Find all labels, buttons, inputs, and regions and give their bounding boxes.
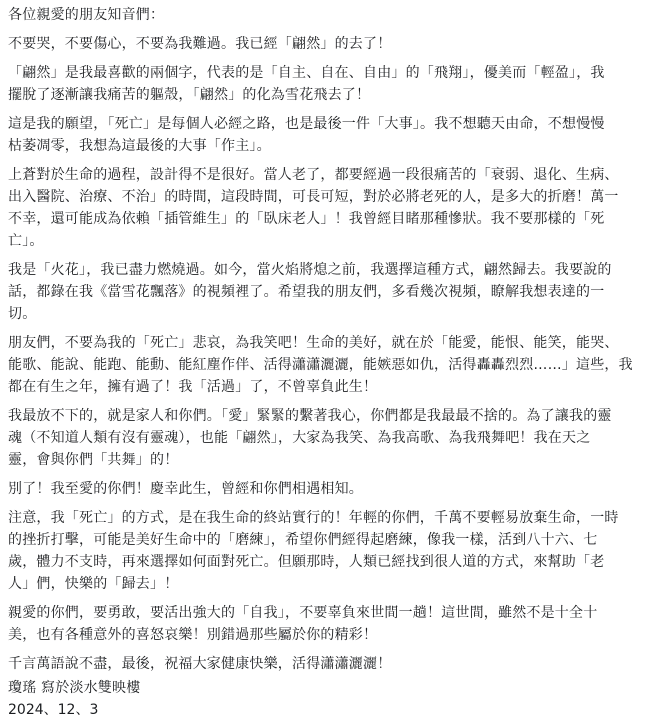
text-line: 切。 [8, 306, 37, 322]
text-line: 出入醫院、治療、不治」的時間，這段時間，可長可短，對於必將老死的人，是多大的折磨！萬一 [8, 189, 619, 205]
text-line: 不幸，還可能成為依賴「插管維生」的「臥床老人」！我曾經目睹那種慘狀。我不要那樣的「死 [8, 211, 605, 227]
paragraph-7 [8, 405, 663, 471]
post-date: 2024、12、3 [8, 702, 99, 718]
text-line: 的挫折打擊，可能是美好生命中的「磨練」，希望你們經得起磨練，像我一樣，活到八十六、七 [8, 532, 598, 548]
text-line: 這是我的願望，「死亡」是每個人必經之路，也是最後一件「大事」。我不想聽天由命，不想慢慢 [8, 116, 605, 132]
paragraph-gap [8, 26, 663, 33]
text-line: 歲，體力不支時，再來選擇如何面對死亡。但願那時，人類已經找到很人道的方式，來幫助「老 [8, 554, 605, 570]
paragraph-4 [8, 164, 663, 252]
text-line: 我是「火花」，我已盡力燃燒過。如今，當火焰將熄之前，我選擇這種方式，翩然歸去。我要說的 [8, 262, 612, 278]
text-line: 上蒼對於生命的過程，設計得不是很好。當人老了，都要經過一段很痛苦的「衰弱、退化、生病、 [8, 167, 619, 183]
text-line: 別了！我至愛的你們！慶幸此生，曾經和你們相遇相知。 [8, 481, 363, 497]
text-line: 美，也有各種意外的喜怒哀樂！別錯過那些屬於你的精彩！ [8, 627, 378, 643]
paragraph-5 [8, 259, 663, 325]
paragraph-3 [8, 113, 663, 157]
paragraph-2 [8, 62, 663, 106]
paragraph-6 [8, 332, 663, 398]
paragraph-gap [8, 157, 663, 164]
paragraph-gap [8, 106, 663, 113]
paragraph-gap [8, 252, 663, 259]
signature: 瓊瑤 寫於淡水雙映樓 [8, 680, 141, 696]
text-line: 能歌、能說、能跑、能動、能紅塵作伴、活得瀟瀟灑灑，能嫉惡如仇，活得轟轟烈烈……」這些，我 [8, 357, 633, 373]
paragraph-gap [8, 325, 663, 332]
text-line: 話，都錄在我《當雪花飄落》的視頻裡了。希望我的朋友們，多看幾次視頻，瞭解我想表達的一 [8, 284, 605, 300]
paragraph-gap [8, 500, 663, 507]
text-line: 魂（不知道人類有沒有靈魂），也能「翩然」，大家為我笑、為我高歌、為我飛舞吧！我在天之 [8, 430, 591, 446]
text-line: 注意，我「死亡」的方式，是在我生命的終站實行的！年輕的你們，千萬不要輕易放棄生命，一時 [8, 510, 619, 526]
text-line: 擺脫了逐漸讓我痛苦的軀殼，「翩然」的化為雪花飛去了！ [8, 87, 371, 103]
greeting: 各位親愛的朋友知音們： [8, 7, 165, 23]
paragraph-gap [8, 55, 663, 62]
paragraph-8 [8, 478, 663, 500]
paragraph-gap [8, 398, 663, 405]
text-line: 千言萬語說不盡，最後，祝福大家健康快樂，活得瀟瀟灑灑！ [8, 656, 392, 672]
text-line: 朋友們，不要為我的「死亡」悲哀，為我笑吧！生命的美好，就在於「能愛，能恨、能笑，能哭、 [8, 335, 619, 351]
text-line: 都在有生之年，擁有過了！我「活過」了，不曾辜負此生！ [8, 379, 378, 395]
text-line: 「翩然」是我最喜歡的兩個字，代表的是「自主、自在、自由」的「飛翔」，優美而「輕盈」，我 [8, 65, 605, 81]
text-line: 我最放不下的，就是家人和你們。「愛」緊緊的繫著我心，你們都是我最最不捨的。為了讓我的靈 [8, 408, 612, 424]
text-line: 不要哭，不要傷心，不要為我難過。我已經「翩然」的去了！ [8, 36, 392, 52]
paragraph-gap [8, 646, 663, 653]
paragraph-gap [8, 595, 663, 602]
text-line: 人」們，快樂的「歸去」！ [8, 576, 179, 592]
text-line: 親愛的你們，要勇敢，要活出強大的「自我」，不要辜負來世間一趟！這世間，雖然不是十全十 [8, 605, 598, 621]
paragraph-10 [8, 602, 663, 646]
text-line: 枯萎凋零，我想為這最後的大事「作主」。 [8, 138, 271, 154]
paragraph-1 [8, 33, 663, 55]
text-line: 靈，會與你們「共舞」的！ [8, 452, 179, 468]
text-line: 亡」。 [8, 233, 44, 249]
paragraph-11 [8, 653, 663, 675]
paragraph-gap [8, 471, 663, 478]
paragraph-9 [8, 507, 663, 595]
